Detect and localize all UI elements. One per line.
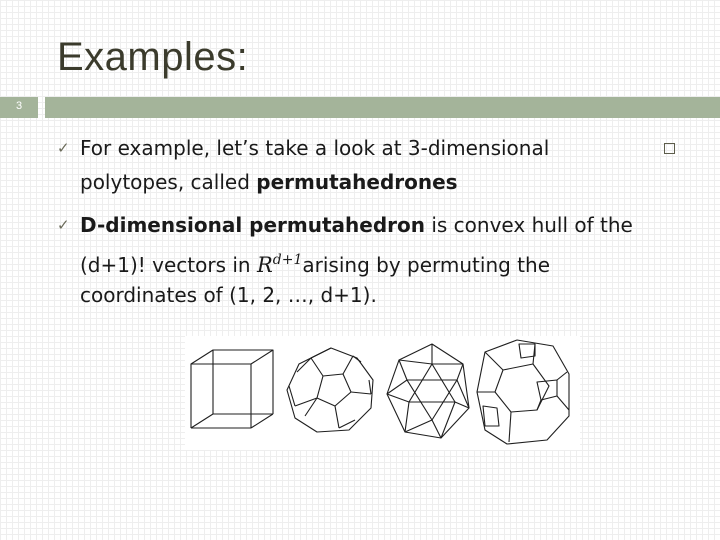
math-expression — [257, 253, 302, 277]
dodecahedron-drawing-icon — [287, 348, 373, 432]
bullet-1-bold-term: permutahedrones — [256, 170, 458, 194]
bullet-2-text-suffix: arising by permuting the — [302, 253, 550, 277]
slide-title: Examples: — [57, 35, 249, 79]
bullet-2-line-1 — [80, 208, 633, 242]
cube-drawing-icon — [191, 350, 273, 428]
bullet-1-text-prefix: polytopes, called — [80, 170, 257, 194]
bullet-1-line-2 — [80, 165, 458, 199]
bullet-1-line-1 — [80, 131, 549, 165]
check-bullet-icon: ✓ — [57, 216, 70, 234]
bullet-2-text-line3: coordinates of (1, 2, …, d+1). — [80, 283, 377, 307]
permutahedron-drawing-icon — [477, 340, 569, 444]
polytopes-figure — [185, 336, 580, 450]
bullet-2-text-rest: is convex hull of the — [424, 213, 633, 237]
title-divider-bar — [45, 97, 720, 118]
bullet-2-text-prefix: (d+1)! vectors in — [80, 253, 257, 277]
math-base: R — [256, 253, 273, 277]
bullet-2-bold-term: D-dimensional permutahedron — [80, 213, 425, 237]
math-superscript: d+1 — [272, 252, 303, 268]
bullet-2-line-3 — [80, 278, 377, 312]
slide-number: 3 — [15, 100, 23, 112]
square-bullet-icon — [664, 143, 675, 154]
bullet-1-text: For example, let’s take a look at 3-dimensional — [80, 136, 550, 160]
slide-number-badge — [0, 97, 38, 118]
bullet-2-line-2 — [80, 243, 550, 282]
check-bullet-icon: ✓ — [57, 139, 70, 157]
icosahedron-drawing-icon — [387, 344, 469, 438]
